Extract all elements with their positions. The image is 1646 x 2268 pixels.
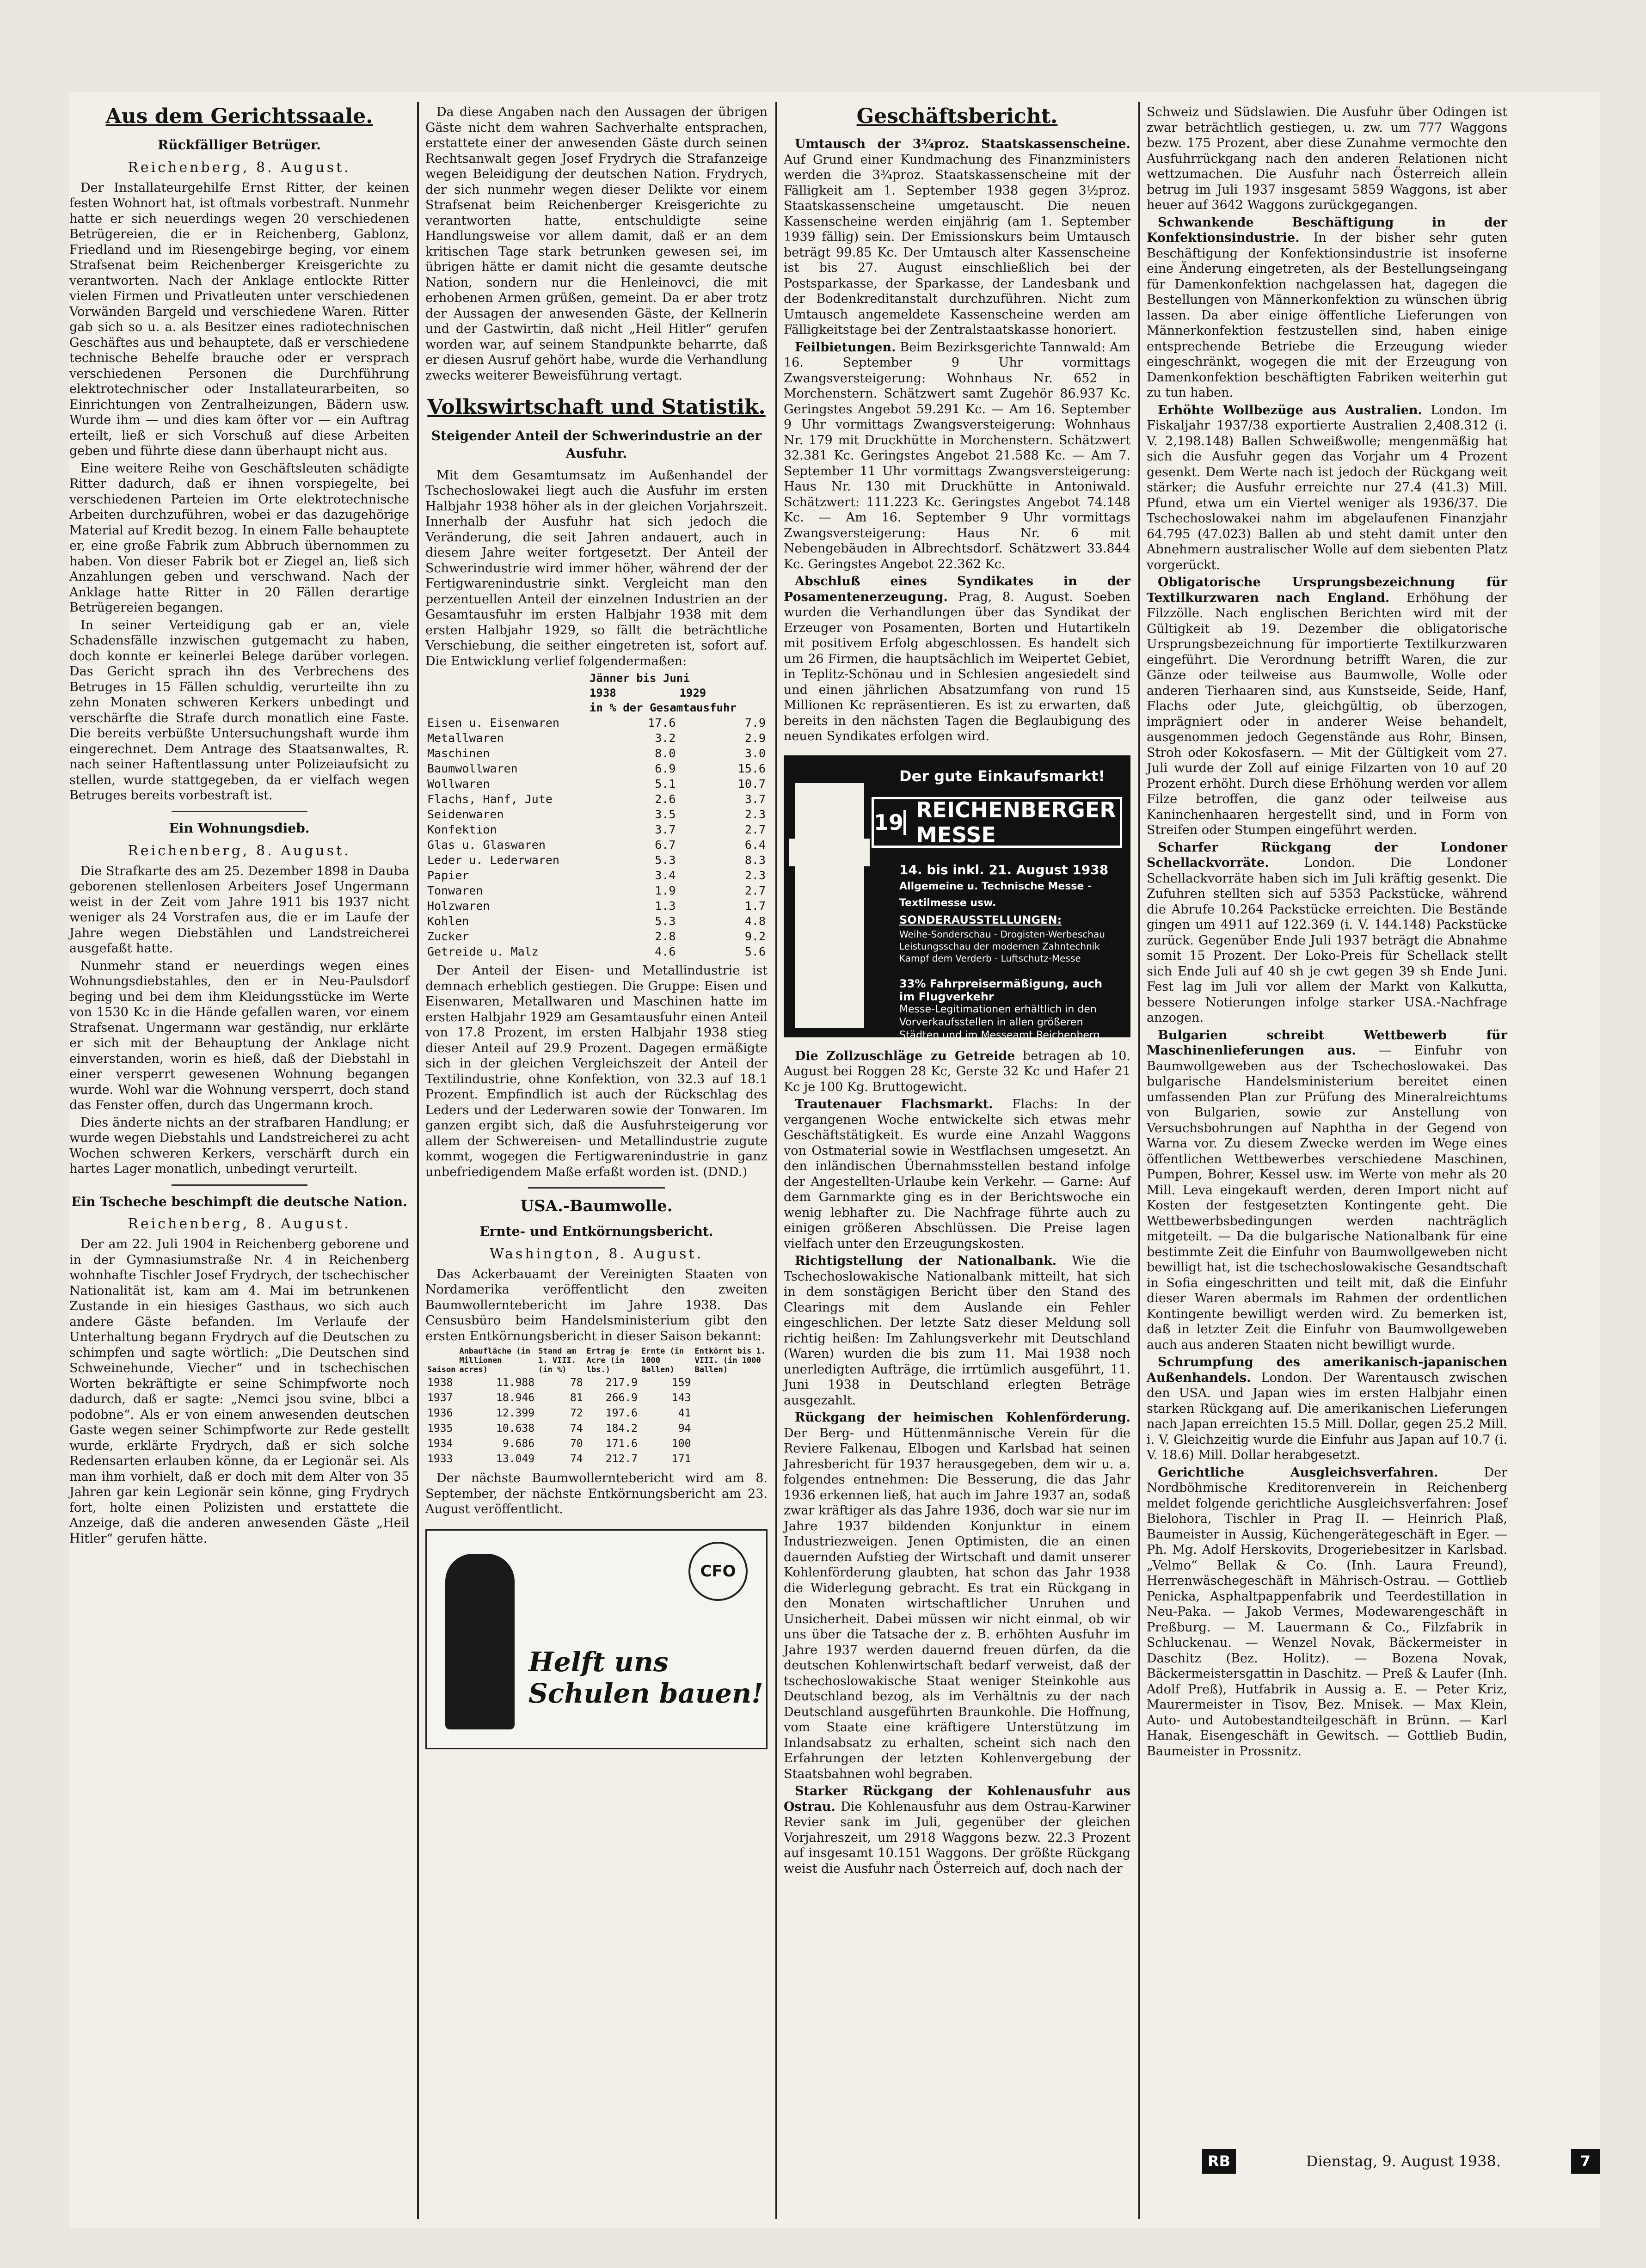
ad-details [899,862,1121,964]
section-heading: Volkswirtschaft und Statistik. [427,395,766,419]
table-cell: 1935 [427,1422,453,1435]
table-cell: 1933 [427,1453,453,1465]
news-item-title: Schwankende Beschäftigung in der Konfektionsindustrie. [1147,215,1507,245]
table-cell: 212.7 [605,1453,638,1465]
news-item [1147,575,1507,838]
table-cell: 72 [570,1407,583,1420]
table-row [425,944,768,959]
page-footer [1202,2145,1600,2177]
article-paragraph: Das Ackerbauamt der Vereinigten Staaten von Nordamerika veröffentlicht den zweiten Baumwollerntebericht im Jahre 1938. Das Censusbüro beim Handelsministerium gibt den ersten Entkörnungsbericht in dieser Saison bekannt: [425,1267,768,1343]
table-cell: 8.3 [744,853,766,867]
dateline: Reichenberg, 8. August. [128,842,351,859]
ad-line: Messe-Legitimationen erhältlich in den Vorverkaufsstellen in allen größeren Städten und im Messeamt Reichenberg [899,1003,1100,1041]
news-item [784,1097,1130,1251]
section-heading: Aus dem Gerichtssaale. [105,104,373,128]
column-rule [1138,102,1140,2219]
news-item-text: Erhöhung der Filzzölle. Nach englischen Berichten wird mit der Gültigkeit ab 19. Dezember die obligatorische Ursprungsbezeichnung für importierte Textilkurzwaren eingeführt. Die Verordnung betrifft Waren, die zur Gänze oder teilweise aus Baumwolle, Wolle oder anderen Tierhaaren sind, aus Kunstseide, Seide, Hanf, Flachs oder Jute, gleichgültig, ob überzogen, imprägniert oder in anderer Weise behandelt, ausgenommen jedoch Gegenstände aus Rohr, Binsen, Stroh oder Kokosfasern. — Mit der Gültigkeit vom 27. Juli wurde der Zoll auf einige Filzarten von 10 auf 20 Prozent erhöht. Durch diese Erhöhung werden vor allem Filze betroffen, die ganz oder teilweise aus Kaninchenhaaren hergestellt sind, und in Form von Streifen oder Stumpen eingeführt werden. [1147,590,1507,837]
table-cell: 9.686 [502,1438,535,1450]
table-row [425,883,768,898]
table-cell: Getreide u. Malz [427,945,539,959]
table-cell: 78 [570,1377,583,1389]
table-cell: Seidenwaren [427,808,504,821]
news-item [1147,403,1507,573]
table-header: in % der Gesamtausfuhr [589,701,737,715]
article-headline: Ein Tscheche beschimpft die deutsche Nation. [71,1194,407,1209]
table-cell: 184.2 [605,1422,638,1435]
table-cell: 2.3 [744,808,766,821]
table-header: Ertrag je Acre (in lbs.) [586,1347,629,1375]
table-cell: Baumwollwaren [427,762,518,776]
table-cell: 10.638 [496,1422,535,1435]
table-cell: 9.2 [744,930,766,944]
news-item [1147,840,1507,1026]
table-cell: 4.8 [744,914,766,928]
news-item-title: Umtausch der 3¾proz. Staatskassenscheine. [795,137,1130,151]
news-item [784,136,1130,338]
table-cell: 6.7 [655,838,676,852]
ad-slogan: Helft uns Schulen bauen! [528,1646,763,1709]
table-cell: Konfektion [427,823,497,837]
table-cell: 94 [678,1422,691,1435]
issue-date: Dienstag, 9. August 1938. [1306,2152,1501,2170]
table-row [425,807,768,822]
table-cell: 266.9 [605,1392,638,1404]
ad-footer [899,977,1121,1042]
news-item-title: Richtigstellung der Nationalbank. [795,1254,1057,1268]
cfo-logo: CFO [688,1542,748,1601]
table-cell: 5.3 [655,853,676,867]
news-item-title: Abschluß eines Syndikates in der Posamentenerzeugung. [784,574,1130,604]
column-rule [417,102,419,2219]
news-item-title: Gerichtliche Ausgleichsverfahren. [1158,1465,1438,1480]
table-cell: 74 [570,1422,583,1435]
news-item-text: Prag, 8. August. Soeben wurden die Verhandlungen über das Syndikat der Erzeuger von Posamenten, Borten und Hutartikeln mit positivem Erfolg abgeschlossen. Es handelt sich um 26 Firmen, die hauptsächlich im Weipertet Gebiet, in Teplitz-Schönau und in Schlesien angesiedelt sind und einen jährlichen Absatzumfang von rund 15 Millionen Kc repräsentieren. Es ist zu erwarten, daß bereits in den nächsten Tagen die Beglaubigung des neuen Syndikates erfolgen wird. [784,589,1130,743]
table-header: Entkörnt bis 1. VIII. (in 1000 Ballen) [694,1347,766,1375]
news-item-title: Schrumpfung des amerikanisch-japanischen Außenhandels. [1147,1355,1507,1385]
table-cell: 5.3 [655,914,676,928]
news-item-title: Bulgarien schreibt Wettbewerb für Maschinenlieferungen aus. [1147,1028,1507,1058]
table-cell: 2.6 [655,792,676,806]
table-cell: Zucker [427,930,469,944]
table-row [425,776,768,791]
table-cell: 171.6 [605,1438,638,1450]
news-item [784,574,1130,744]
table-cell: Glas u. Glaswaren [427,838,546,852]
divider [172,811,307,812]
table-header: Ernte (in 1000 Ballen) [641,1347,684,1375]
table-cell: 2.8 [655,930,676,944]
news-item-text: Auf Grund einer Kundmachung des Finanzministers werden die 3¾proz. Staatskassenscheine mit der Fälligkeit am 1. September 1938 gegen 3½proz. Staatskassenscheine umgetauscht. Die neuen Kassenscheine werden einjährig (am 1. September 1939 fällig) sein. Der Emissionskurs beim Umtausch beträgt 99.85 Kc. Der Umtausch alter Kassenscheine ist bis 27. August einschließlich bei der Postsparkasse, der Sparkasse, der Landesbank und der Bodenkreditanstalt durchzuführen. Nicht zum Umtausch angemeldete Kassenscheine werden am Fälligkeitstage bei der Zentralstaatskasse honoriert. [784,152,1130,337]
page-number: 7 [1571,2149,1600,2174]
article-headline: USA.-Baumwolle. [520,1197,673,1216]
table-cell: Leder u. Lederwaren [427,853,559,867]
news-item-text: Die Kohlenausfuhr aus dem Ostrau-Karwiner Revier sank im Juli, gegenüber der gleichen Vorjahreszeit, um 2918 Waggons bezw. 22.3 Prozent auf insgesamt 10.151 Waggons. Der größte Rückgang weist die Ausfuhr nach Österreich auf, doch nach der [784,1799,1130,1876]
ad-line: SONDERAUSSTELLUNGEN: [899,913,1062,926]
article-paragraph: Der Anteil der Eisen- und Metallindustrie ist demnach erheblich gestiegen. Die Gruppe: Eisen und Eisenwaren, Metallwaren und Maschinen hatte im ersten Halbjahr 1929 am Gesamtausfuhr einen Anteil von 17.8 Prozent, im ersten Halbjahr 1938 stieg dieser Anteil auf 29.9 Prozent. Dagegen ermäßigte sich in der gleichen Vergleichszeit der Anteil der Textilindustrie, ohne Konfektion, von 32.3 auf 18.1 Prozent. Empfindlich ist auch der Rückschlag des Leders und der Lederwaren sowie der Tonwaren. Im ganzen ergibt sich, daß die Ausfuhrsteigerung vor allem der Schwereisen- und Metallindustrie zugute kommt, wogegen die Fertigwarenindustrie in ganz unbefriedigendem Maße erfaßt worden ist. (DND.) [425,963,768,1179]
table-row [425,1391,768,1406]
table-cell: 5.6 [744,945,766,959]
newspaper-logo: RB [1202,2149,1236,2174]
news-item-title: Obligatorische Ursprungsbezeichnung für Textilkurzwaren nach England. [1147,575,1507,605]
article-paragraph: Schweiz und Südslawien. Die Ausfuhr über Odingen ist zwar beträchtlich gestiegen, u. zw. um 777 Waggons bezw. 175 Prozent, aber diese Zunahme vermochte den Ausfuhrrückgang nach den anderen Relationen nicht wettzumachen. Die Ausfuhr nach Österreich allein betrug im Juli 1937 insgesamt 5859 Waggons, ist aber heuer auf 3642 Waggons zurückgegangen. [1147,105,1507,212]
table-cell: 1938 [427,1377,453,1389]
article-paragraph: Der am 22. Juli 1904 in Reichenberg geborene und in der Gymnasiumstraße Nr. 4 in Reichenberg wohnhafte Tischler Josef Frydrych, der tschechischer Nationalität ist, kam am 4. Mai im betrunkenen Zustande in ein hiesiges Gasthaus, wo sich auch andere Gäste befanden. Im Verlaufe der Unterhaltung begann Frydrych auf die Deutschen zu schimpfen und sagte wörtlich: „Die Deutschen sind Schweinehunde, Viecher“ und in tschechischen Worten bekräftigte er seine Schimpfworte noch dadurch, daß er sagte: „Nemci jsou svine, blbci a podobne“. Als er von einem anwesenden deutschen Gaste wegen seiner Schimpfworte zur Rede gestellt wurde, erklärte Frydrych, daß er sich solche Redensarten erlauben könne, da er Legionär sei. Als man ihm vorhielt, daß er doch mit dem Alter von 35 Jahren gar kein Legionär sein könne, ging Frydrych fort, holte einen Polizisten und erstattete die Anzeige, daß die anderen anwesenden Gäste „Heil Hitler“ gerufen hätte. [69,1237,409,1546]
child-figure-illustration [445,1554,515,1729]
table-row [425,822,768,837]
table-cell: Flachs, Hanf, Jute [427,792,553,806]
table-cell: 197.6 [605,1407,638,1420]
table-cell: Kohlen [427,914,469,928]
table-row [425,1421,768,1436]
news-item-text: London. Der Warentausch zwischen den USA. und Japan wies im ersten Halbjahr einen starken Rückgang auf. Die amerikanischen Lieferungen nach Japan erreichten 15.5 Mill. Dollar, gegen 25.2 Mill. i. V. Gleichzeitig wurde die Einfuhr aus Japan auf 10.7 (i. V. 18.6) Mill. Dollar herabgesetzt. [1147,1370,1507,1462]
ad-line: Kampf dem Verderb - Luftschutz-Messe [899,952,1081,964]
news-item [1147,1465,1507,1759]
table-row [425,1375,768,1391]
table-header: 1938 [589,687,616,700]
column-1 [69,92,409,1548]
table-row [425,837,768,852]
article-paragraph: Die Strafkarte des am 25. Dezember 1898 in Dauba geborenen stellenlosen Arbeiters Josef Ungermann weist in der Zeit vom Jahre 1911 bis 1937 nicht weniger als 24 Vorstrafen aus, die er im Laufe der Jahre wegen Diebstählen und Landstreicherei ausgefaßt hatte. [69,864,409,956]
news-item-text: Flachs: In der vergangenen Woche entwickelte sich etwas mehr Geschäftstätigkeit. Es wurde eine Anzahl Waggons von Ostmaterial sowie in Westflachsen umgesetzt. An den inländischen Übernahmsstellen bestand infolge der Angestellten-Urlaube kein Verkehr. — Garne: Auf dem Garnmarkte ging es in der Berichtswoche ein wenig lebhafter zu. Die Nachfrage führte auch zu einigen größeren Abschlüssen. Die Preise lagen vielfach unter den Erzeugungskosten. [784,1097,1130,1251]
dateline: Washington, 8. August. [489,1245,704,1262]
table-header: Stand am 1. VIII. (in %) [538,1347,577,1375]
ad-dates: 14. bis inkl. 21. August 1938 [899,862,1109,877]
table-cell: 2.9 [744,731,766,745]
fair-ad [784,755,1130,1041]
news-item-title: Rückgang der heimischen Kohlenförderung. [795,1410,1130,1425]
table-cell: 7.9 [744,716,766,730]
table-cell: 11.988 [496,1377,535,1389]
table-cell: 1.3 [655,899,676,913]
news-item-text: In der bisher sehr guten Beschäftigung der Konfektionsindustrie ist insoferne eine Änderung eingetreten, als der Bestellungseingang für Damenkonfektion nachgelassen hat, dagegen die Bestellungen von Männerkonfektion zu wünschen übrig lassen. Da aber einige öffentliche Lieferungen von Männerkonfektion festzustellen sind, haben einige entsprechende Betriebe die Erzeugung wieder eingeschränkt, wogegen die mit der Erzeugung von Damenkonfektion beschäftigten Fabriken weiterhin gut zu tun haben. [1147,231,1507,400]
column-rule [775,102,777,2219]
divider [528,1187,665,1189]
dateline: Reichenberg, 8. August. [128,159,351,176]
newspaper-page [69,92,1600,2228]
ad-line: Allgemeine u. Technische Messe - Textilmesse usw. [899,880,1092,909]
table-cell: Papier [427,869,469,883]
table-row [425,791,768,807]
table-header: Anbaufläche (in Millionen acres) [459,1347,530,1375]
news-item [784,1048,1130,1095]
article-paragraph: In seiner Verteidigung gab er an, viele Schadensfälle inzwischen gutgemacht zu haben, doch konnte er keinerlei Belege darüber vorlegen. Das Gericht sprach ihn des Verbrechens des Betruges in 15 Fällen schuldig, verurteilte ihn zu zehn Monaten schweren Kerkers unbedingt und verschärfte die Strafe durch monatlich eine Faste. Die bereits verbüßte Untersuchungshaft wurde ihm eingerechnet. Dem Antrage des Staatsanwaltes, R. nach seiner Haftentlassung unter Polizeiaufsicht zu stellen, wurde stattgegeben, da er vielfach wegen Betruges bereits vorbestraft ist. [69,618,409,803]
article-headline: Rückfälliger Betrüger. [158,137,321,153]
table-row [425,868,768,883]
news-item [784,340,1130,572]
ad-line: Leistungsschau der modernen Zahntechnik [899,940,1100,952]
table-cell: 8.0 [655,747,676,760]
article-paragraph: Der Installateurgehilfe Ernst Ritter, der keinen festen Wohnort hat, ist oftmals vorbestraft. Nunmehr hatte er sich neuerdings wegen 20 verschiedenen Betrügereien, die er in Reichenberg, Gablonz, Friedland und im Riesengebirge beging, vor einem Strafsenat beim Reichenberger Kreisgerichte zu verantworten. Nach der Anklage entlockte Ritter vielen Firmen und Privatleuten unter verschiedenen Vorwänden Bargeld und verschiedene Waren. Ritter gab sich so u. a. als Besitzer eines radiotechnischen Geschäftes aus und behauptete, daß er verschiedene technische Behelfe brauche oder er versprach verschiedenen Personen die Durchführung elektrotechnischer oder Installateurarbeiten, so Einrichtungen von Zentralheizungen, Bädern usw. Wurde ihm — und dies kam öfter vor — ein Auftrag erteilt, ließ er sich Vorschuß auf diese Arbeiten geben und führte diese dann überhaupt nicht aus. [69,180,409,459]
table-row [425,898,768,913]
table-cell: 1.9 [655,884,676,898]
table-cell: 143 [671,1392,691,1404]
table-cell: 3.2 [655,731,676,745]
table-header: Jänner bis Juni [589,672,690,685]
cross-graphic [795,783,864,1028]
article-headline: Steigender Anteil der Schwerindustrie an der Ausfuhr. [431,428,762,461]
news-item-text: Der Berg- und Hüttenmännische Verein für die Reviere Falkenau, Elbogen und Karlsbad hat seinen Jahresbericht für 1937 herausgegeben, dem wir u. a. folgendes entnehmen: Die Besserung, die das Jahr 1936 erkennen ließ, hat auch im Jahre 1937 an, sodaß zwar kräftiger als das Jahre 1936, doch war sie nur im Jahre 1937 bildenden Konjunktur in einem Industriezweigen. Jenen Optimisten, die an einen dauernden Aufstieg der Wirtschaft und damit unserer Kohlenförderung glaubten, hat schon das Jahr 1938 die Widerlegung gebracht. Es trat ein Rückgang in den Monaten wirtschaftlicher Unruhen und Unsicherheit. Dabei müssen wir nicht einmal, ob wir uns über die Tatsache der z. B. erhöhten Ausfuhr im Jahre 1937 werden dauernd freuen dürfen, da die deutschen Kohlenwirtschaft bedarf verweist, daß der tschechoslowakische Staat weniger Steinkohle aus Deutschland bezog, als im Verhältnis zu der nach Deutschland ausgeführten Braunkohle. Die Hoffnung, vom Staate eine kräftigere Unterstützung im Inlandsabsatz zu erhalten, scheint sich nach den Erfahrungen der letzten Kohlenvergebung der Staatsbahnen wohl begraben. [784,1426,1130,1781]
table-header: 1929 [679,687,706,700]
table-cell: 3.5 [655,808,676,821]
news-item-text: Beim Bezirksgerichte Tannwald: Am 16. September 9 Uhr vormittags Zwangsversteigerung: Wohnhaus Nr. 652 in Morchenstern. Schätzwert samt Zugehör 86.937 Kc. Geringstes Angebot 59.291 Kc. — Am 16. September 9 Uhr vormittags Zwangsversteigerung: Wohnhaus Nr. 179 mit Druckhütte in Morchenstern. Schätzwert 32.381 Kc. Geringstes Angebot 21.588 Kc. — Am 7. September 11 Uhr vormittags Zwangsversteigerung: Haus Nr. 130 mit Druckhütte in Antoniwald. Schätzwert: 111.223 Kc. Geringstes Angebot 74.148 Kc. — Am 16. September 9 Uhr vormittags Zwangsversteigerung: Haus Nr. 6 mit Nebengebäuden in Albrechtsdorf. Schätzwert 33.844 Kc. Geringstes Angebot 22.362 Kc. [784,340,1130,571]
table-row [425,913,768,929]
table-cell: 10.7 [737,777,766,791]
table-cell: 1934 [427,1438,453,1450]
column-4 [1147,92,1507,1761]
table-cell: 2.3 [744,869,766,883]
news-item [1147,215,1507,401]
table-cell: 3.7 [655,823,676,837]
article-paragraph: Da diese Angaben nach den Aussagen der übrigen Gäste nicht dem wahren Sachverhalte entsprachen, erstattete einer der anwesenden Gäste durch seinen Rechtsanwalt gegen Josef Frydrych die Strafanzeige wegen Beleidigung der deutschen Nation. Frydrych, der sich nunmehr wegen dieser Delikte vor einem Strafsenat beim Reichenberger Kreisgerichte zu verantworten hatte, entschuldigte seine Handlungsweise vor allem damit, daß er an dem kritischen Tage stark betrunken gewesen sei, im übrigen hätte er damit nicht die gesamte deutsche Nation, sondern nur die Henleinovci, die mit erhobenen Armen grüßen, gemeint. Da er aber trotz der Aussagen der anwesenden Gäste, der Kellnerin und der Gastwirtin, daß nicht „Heil Hitler“ gerufen worden war, auf seinem Standpunkte beharrte, daß er diesen Ausruf gehört habe, wurde die Verhandlung zwecks weiterer Beweisführung vertagt. [425,105,768,383]
table-cell: 74 [570,1453,583,1465]
column-2 [425,92,768,1749]
cotton-table [425,1346,768,1467]
table-row [425,1436,768,1452]
news-item-title: Scharfer Rückgang der Londoner Schellackvorräte. [1147,840,1507,870]
table-cell: Maschinen [427,747,490,760]
news-item [784,1253,1130,1408]
article-paragraph: Eine weitere Reihe von Geschäftsleuten schädigte Ritter dadurch, daß er ihnen vorspiegelte, bei verschiedenen Parteien im Orte elektrotechnische Arbeiten durchzuführen, wobei er das dazugehörige Material auf Kredit bezog. In einem Falle behauptete er, eine große Fabrik zum Abbruch übernommen zu haben. Von dieser Fabrik bot er Ziegel an, ließ sich Anzahlungen geben und verschwand. Nach der Anklage hatte Ritter in 20 Fällen derartige Betrügereien begangen. [69,461,409,615]
table-row [425,761,768,776]
export-share-table [425,671,768,959]
dateline: Reichenberg, 8. August. [128,1216,351,1232]
ad-line: 33% Fahrpreisermäßigung, auch im Flugverkehr [899,977,1103,1003]
article-paragraph: Mit dem Gesamtumsatz im Außenhandel der Tschechoslowakei liegt auch die Ausfuhr im ersten Halbjahr 1938 höher als in der gleichen Vorjahrszeit. Innerhalb der Ausfuhr hat sich jedoch die Veränderung, die seit Jahren andauert, auch in diesem Jahre weiter fortgesetzt. Der Anteil der Schwerindustrie wird immer höher, während der der Fertigwarenindustrie sinkt. Vergleicht man den perzentuellen Anteil der einzelnen Industrien an der Gesamtausfuhr im ersten Halbjahr 1938 mit dem ersten Halbjahr 1929, so fällt die beträchtliche Verschiebung, die seither eingetreten ist, sofort auf. Die Entwicklung verlief folgendermaßen: [425,468,768,668]
news-item [784,1410,1130,1782]
table-cell: 5.1 [655,777,676,791]
article-headline: Ein Wohnungsdieb. [169,820,310,836]
table-row [425,715,768,730]
table-row [425,730,768,746]
table-cell: 18.946 [496,1392,535,1404]
table-row [425,746,768,761]
news-item-text: Wie die Tschechoslowakische Nationalbank mitteilt, hat sich in dem sonstägigen Bericht über den Stand des Clearings mit dem Auslande ein Fehler eingeschlichen. Der letzte Satz dieser Meldung soll richtig heißen: Im Zahlungsverkehr mit Deutschland (Waren) wurden die bis zum 11. Mai 1938 noch unerledigten Aufträge, die irrtümlich ausgeführt, 11. Juni 1938 in Deutschland erlegten Beträge ausgezahlt. [784,1254,1130,1408]
table-cell: 6.9 [655,762,676,776]
table-cell: 81 [570,1392,583,1404]
table-header: Saison [427,1365,456,1375]
news-item-title: Die Zollzuschläge zu Getreide [795,1048,1015,1063]
news-item-text: London. Im Fiskaljahr 1937/38 exportierte Australien 2,408.312 (i. V. 2,198.148) Ballen Schweißwolle; mengenmäßig hat sich die Ausfuhr gegen das Vorjahr um 4 Prozent gesenkt. Dem Werte nach ist jedoch der Rückgang weit stärker; die Ausfuhr erreichte nur 27.4 (41.3) Mill. Pfund, etwa um ein Viertel weniger als 1936/37. Die Tschechoslowakei nahm im abgelaufenen Finanzjahr 64.795 (47.023) Ballen ab und steht damit unter den Abnehmern australischer Wolle auf dem siebenten Platz vorgerückt. [1147,403,1507,572]
table-cell: Tonwaren [427,884,483,898]
table-cell: 217.9 [605,1377,638,1389]
table-row [425,852,768,868]
table-cell: 12.399 [496,1407,535,1420]
table-cell: 171 [671,1453,691,1465]
table-cell: 13.049 [496,1453,535,1465]
ad-title: REICHENBERGER MESSE [916,797,1116,847]
table-cell: 3.0 [744,747,766,760]
table-cell: 70 [570,1438,583,1450]
table-cell: 41 [678,1407,691,1420]
news-item-title: Starker Rückgang der Kohlenausfuhr aus Ostrau. [784,1784,1130,1814]
ad-line: Weihe-Sonderschau - Drogisten-Werbeschau [899,928,1105,940]
table-row [425,1452,768,1467]
news-item-text: — Einfuhr von Baumwollgeweben aus der Tschechoslowakei. Das bulgarische Handelsministerium bereitet einen umfassenden Plan zur Prüfung des Mineralreichtums von Bulgarien, sowie zur Anstellung von Versuchsbohrungen auf Naphtha in der Gegend von Warna vor. Zu diesem Zwecke werden im Wege eines öffentlichen Wettbewerbes verschiedene Maschinen, Pumpen, Bohrer, Kessel usw. im Werte von mehr als 20 Mill. Leva eingekauft werden, deren Import nicht auf Kosten der festgesetzten Kontingente geht. Die Wettbewerbsbedingungen werden nachträglich mitgeteilt. — Da die bulgarische Nationalbank für eine bestimmte Zeit die Einfuhr von Baumwollgeweben nicht bewilligt hat, ist die tschechoslowakische Gesandtschaft in Sofia eingeschritten und teilt mit, daß die Einfuhr dieser Waren abermals im Rahmen der ordentlichen Kontingente bewilligt werden wird. Zu bemerken ist, daß in letzter Zeit die Einfuhr von Baumwollgeweben auch aus anderen Staaten nicht bewilligt wurde. [1147,1043,1507,1352]
news-item [1147,1355,1507,1463]
news-item-text: Der Nordböhmische Kreditorenverein in Reichenberg meldet folgende gerichtliche Ausgleichsverfahren: Josef Bielohora, Tischler in Prag II. — Heinrich Plaß, Baumeister in Aussig, Küchengerätegeschäft in Eger. — Ph. Mg. Adolf Herskovits, Drogeriebesitzer in Karlsbad. „Velmo“ Bellak & Co. (Inh. Laura Freund), Herrenwäschegeschäft in Mährisch-Ostrau. — Gottlieb Penicka, Asphaltpappenfabrik und Teerdestillation in Neu-Paka. — Jakob Vermes, Modewarengeschäft in Preßburg. — M. Lauermann & Co., Filzfabrik in Schluckenau. — Wenzel Novak, Bäckermeister in Daschitz (Bez. Holitz). — Bozena Novak, Bäckermeistersgattin in Daschitz. — Preß & Laufer (Inh. Adolf Preß), Hutfabrik in Aussig a. E. — Peter Kriz, Maurermeister in Tisov, Bez. Mnisek. — Max Klein, Auto- und Autobestandteilgeschäft in Brünn. — Karl Hanak, Eisengeschäft in Gewitsch. — Gottlieb Budin, Baumeister in Prossnitz. [1147,1465,1507,1759]
article-subheadline: Ernte- und Entkörnungsbericht. [479,1223,713,1239]
article-paragraph: Nunmehr stand er neuerdings wegen eines Wohnungsdiebstahles, den er in Neu-Paulsdorf beging und bei dem ihm Kleidungsstücke im Werte von 1530 Kc in die Hände gefallen waren, vor einem Strafsenat. Ungermann war geständig, nur erklärte er sich mit der Behauptung der Anklage nicht einverstanden, worin es hieß, daß der Diebstahl in einer versperrt gewesenen Wohnung begangen wurde. Wohl war die Wohnung versperrt, doch stand das Fenster offen, durch das Ungermann kroch. [69,958,409,1113]
ad-tagline: Der gute Einkaufsmarkt! [899,767,1106,785]
table-row [425,1406,768,1421]
table-cell: 2.7 [744,884,766,898]
table-cell: 4.6 [655,945,676,959]
news-item-title: Feilbietungen. [795,340,896,355]
school-ad [425,1529,768,1749]
table-cell: Eisen u. Eisenwaren [427,716,559,730]
news-item-title: Erhöhte Wollbezüge aus Australien. [1158,403,1422,417]
ad-banner [872,797,1122,848]
table-cell: Wollwaren [427,777,490,791]
news-item-text: betragen ab 10. August bei Roggen 28 Kc, Gerste 32 Kc und Hafer 21 Kc je 100 Kg. Bruttogewicht. [784,1048,1130,1094]
ad-year: 19 [874,810,906,835]
table-cell: 1936 [427,1407,453,1420]
column-3 [784,92,1130,1878]
table-cell: 100 [671,1438,691,1450]
table-cell: Holzwaren [427,899,490,913]
news-item [1147,1028,1507,1353]
section-heading: Geschäftsbericht. [856,104,1058,128]
table-cell: 159 [671,1377,691,1389]
news-item-title: Trautenauer Flachsmarkt. [795,1097,993,1111]
table-cell: 2.7 [744,823,766,837]
divider [172,1184,307,1186]
table-row [425,929,768,944]
article-paragraph: Dies änderte nichts an der strafbaren Handlung; er wurde wegen Diebstahls und Landstreicherei zu acht Wochen schweren Kerkers, verschärft durch ein hartes Lager monatlich, unbedingt verurteilt. [69,1115,409,1177]
table-cell: 1.7 [744,899,766,913]
table-cell: 3.4 [655,869,676,883]
table-cell: 17.6 [648,716,676,730]
table-cell: Metallwaren [427,731,504,745]
table-cell: 15.6 [737,762,766,776]
news-item [784,1784,1130,1876]
table-cell: 6.4 [744,838,766,852]
news-item-text: London. Die Londoner Schellackvorräte haben sich im Juli kräftig gesenkt. Die Zufuhren stellten sich auf 5353 Packstücke, während die Abrufe 10.264 Packstücke erreichten. Die Bestände gingen um 4911 auf 122.369 (i. V. 144.148) Packstücke zurück. Gegenüber Ende Juli 1937 beträgt die Abnahme somit 15 Prozent. Der Loko-Preis für Schellack stellt sich Ende Juli auf 40 sh je cwt gegen 39 sh Ende Juni. Fest lag im Juli vor allem der Markt von Kalkutta, bessere Notierungen infolge starker USA.-Nachfrage anzogen. [1147,856,1507,1025]
table-cell: 1937 [427,1392,453,1404]
article-paragraph: Der nächste Baumwollerntebericht wird am 8. September, der nächste Entkörnungsbericht am 23. August veröffentlicht. [425,1471,768,1517]
table-cell: 3.7 [744,792,766,806]
